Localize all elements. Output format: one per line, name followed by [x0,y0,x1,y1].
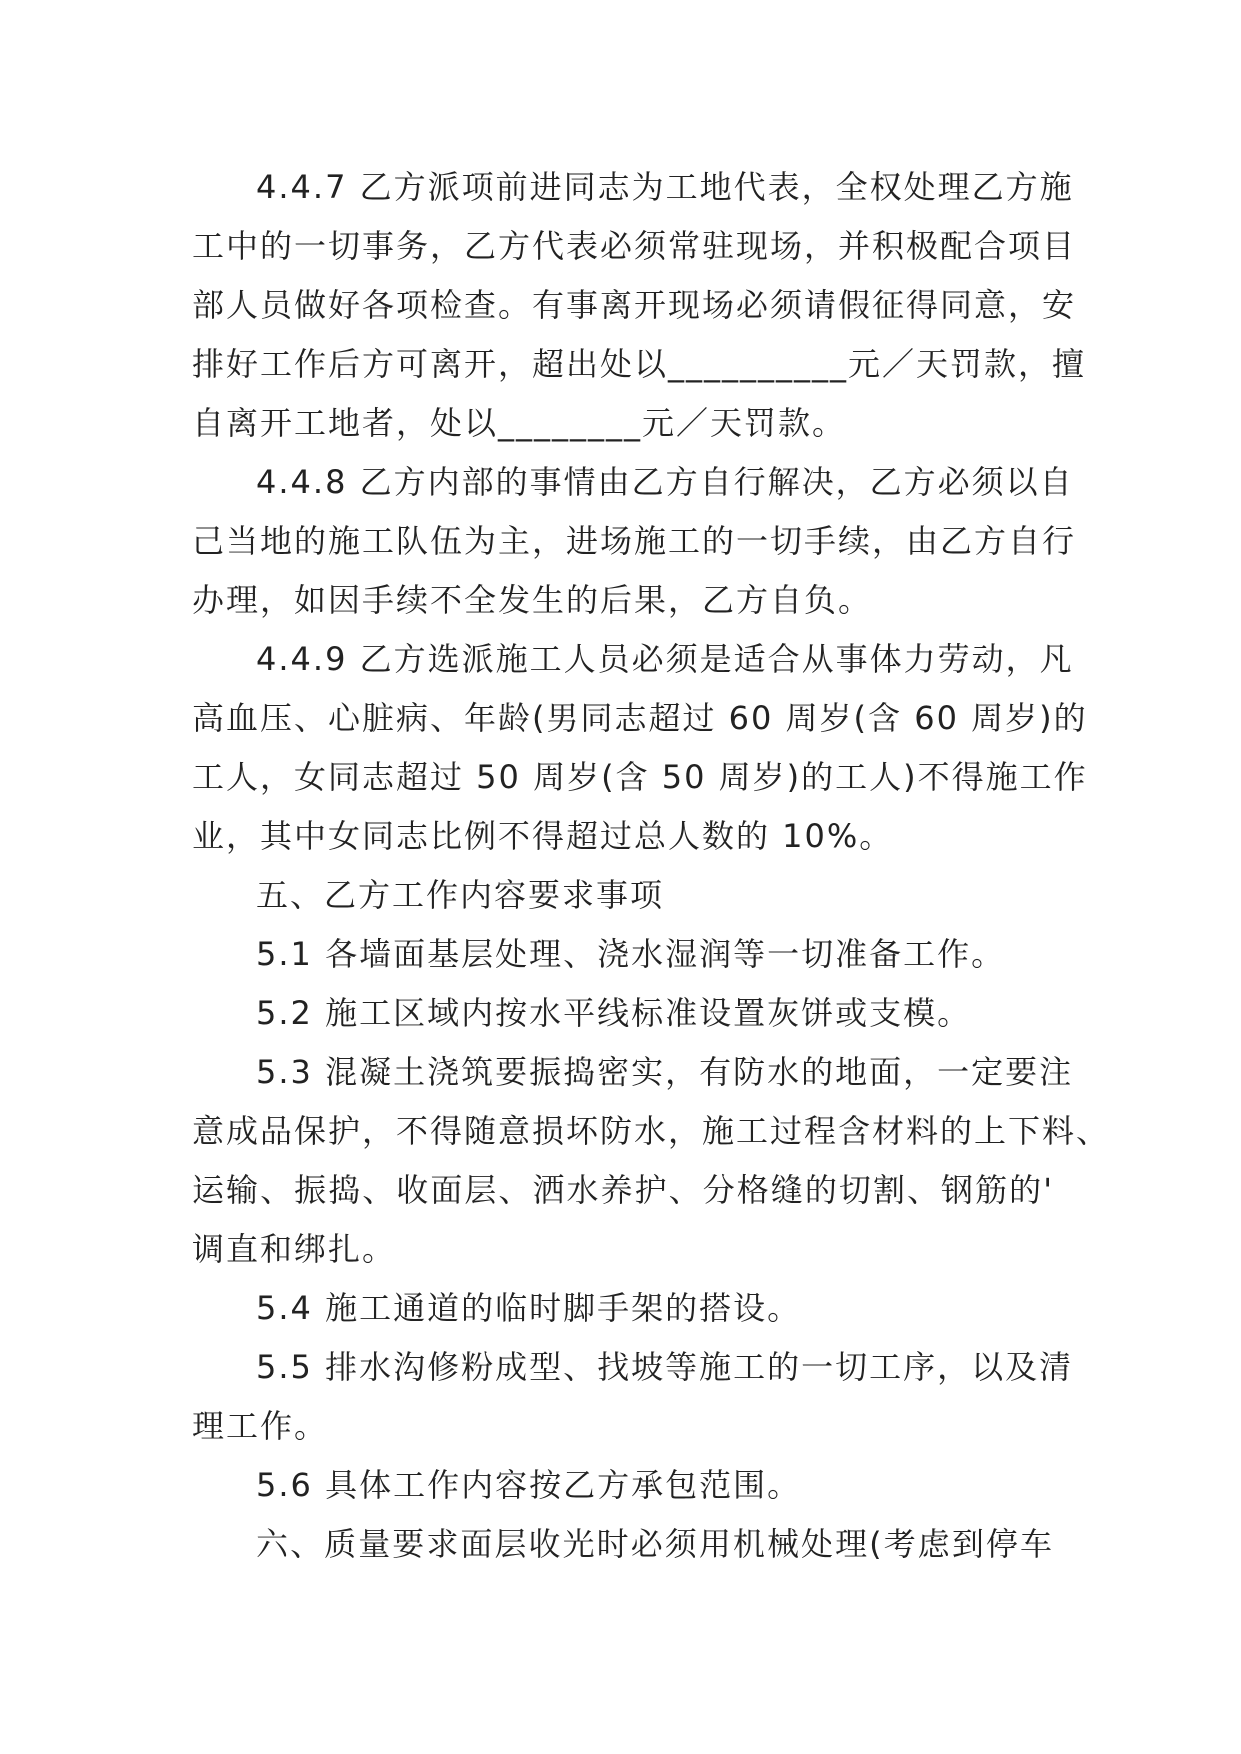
text-line: 己当地的施工队伍为主，进场施工的一切手续，由乙方自行 [192,522,1077,560]
text-line: 5.5 排水沟修粉成型、找坡等施工的一切工序，以及清 [256,1348,1074,1386]
text-line: 5.6 具体工作内容按乙方承包范围。 [256,1466,802,1504]
text-line: 工人，女同志超过 50 周岁(含 50 周岁)的工人)不得施工作 [192,758,1088,796]
text-line: 5.4 施工通道的临时脚手架的搭设。 [256,1289,802,1327]
text-line: 五、乙方工作内容要求事项 [256,876,665,914]
text-line: 部人员做好各项检查。有事离开现场必须请假征得同意，安 [192,286,1077,324]
text-line: 5.2 施工区域内按水平线标准设置灰饼或支模。 [256,994,972,1032]
text-line: 5.3 混凝土浇筑要振捣密实，有防水的地面，一定要注 [256,1053,1074,1091]
text-line: 4.4.7 乙方派项前进同志为工地代表，全权处理乙方施 [256,168,1074,206]
text-line: 5.1 各墙面基层处理、浇水湿润等一切准备工作。 [256,935,1006,973]
text-line: 工中的一切事务，乙方代表必须常驻现场，并积极配合项目 [192,227,1077,265]
text-line: 六、质量要求面层收光时必须用机械处理(考虑到停车 [256,1525,1054,1563]
text-line: 调直和绑扎。 [192,1230,397,1268]
text-line: 办理，如因手续不全发生的后果，乙方自负。 [192,581,873,619]
text-line: 4.4.8 乙方内部的事情由乙方自行解决，乙方必须以自 [256,463,1074,501]
document-body [192,158,1111,1574]
text-line: 运输、振捣、收面层、洒水养护、分格缝的切割、钢筋的' [192,1171,1054,1209]
text-line: 业，其中女同志比例不得超过总人数的 10%。 [192,817,894,855]
text-line: 排好工作后方可离开，超出处以__________元／天罚款，擅 [192,345,1087,383]
text-line: 理工作。 [192,1407,329,1445]
text-line: 自离开工地者，处以________元／天罚款。 [192,404,847,442]
text-line: 意成品保护，不得随意损坏防水，施工过程含材料的上下料、 [192,1112,1111,1150]
text-line: 4.4.9 乙方选派施工人员必须是适合从事体力劳动，凡 [256,640,1074,678]
text-line: 高血压、心脏病、年龄(男同志超过 60 周岁(含 60 周岁)的 [192,699,1088,737]
